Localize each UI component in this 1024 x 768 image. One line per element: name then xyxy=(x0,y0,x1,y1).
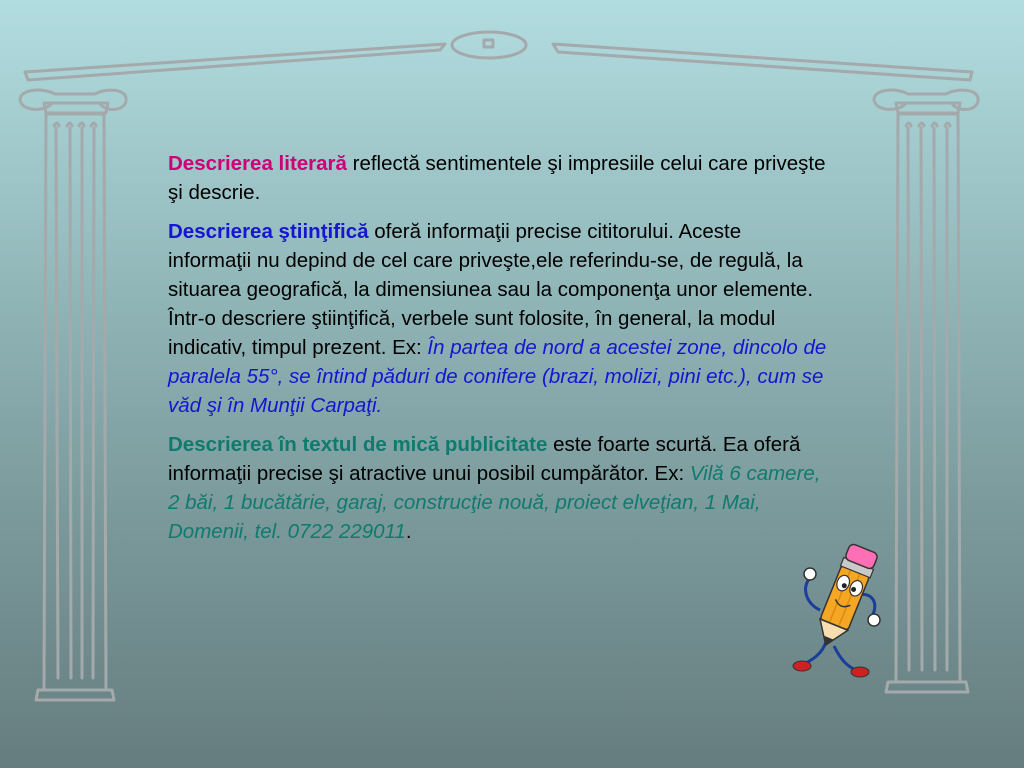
paragraph-advertising xyxy=(168,430,828,546)
text-literary: reflectă sentimentele şi impresiile celui care priveşte şi descrie. xyxy=(168,152,826,204)
end-advertising: . xyxy=(405,520,412,543)
paragraph-scientific xyxy=(168,217,828,420)
description-text xyxy=(168,149,828,556)
text-scientific: oferă informaţii precise cititorului. Aceste informaţii nu depind de cel care priveşte,ele referindu-se, de regulă, la situarea geografică, la dimensiunea sau la componenţa unor elemente. Într-o descriere ştiinţifică, verbele sunt folosite, în general, la modul indicativ, timpul prezent. Ex: xyxy=(168,220,814,359)
example-advertising: Vilă 6 camere, 2 băi, 1 bucătărie, garaj, construcţie nouă, proiect elveţian, 1 Mai, Domenii, tel. 0722 229011 xyxy=(168,462,821,543)
text-advertising: este foarte scurtă. Ea oferă informaţii precise şi atractive unui posibil cumpărător. Ex: xyxy=(168,433,801,485)
pencil-character-icon xyxy=(782,542,894,684)
paragraph-literary xyxy=(168,149,828,207)
term-literary: Descrierea literară xyxy=(168,152,347,175)
example-scientific: În partea de nord a acestei zone, dincolo de paralela 55°, se întind păduri de conifere (brazi, molizi, pini etc.), cum se văd şi în Munţii Carpaţi. xyxy=(168,336,827,417)
term-advertising: Descrierea în textul de mică publicitate xyxy=(168,433,548,456)
term-scientific: Descrierea ştiinţifică xyxy=(168,220,369,243)
